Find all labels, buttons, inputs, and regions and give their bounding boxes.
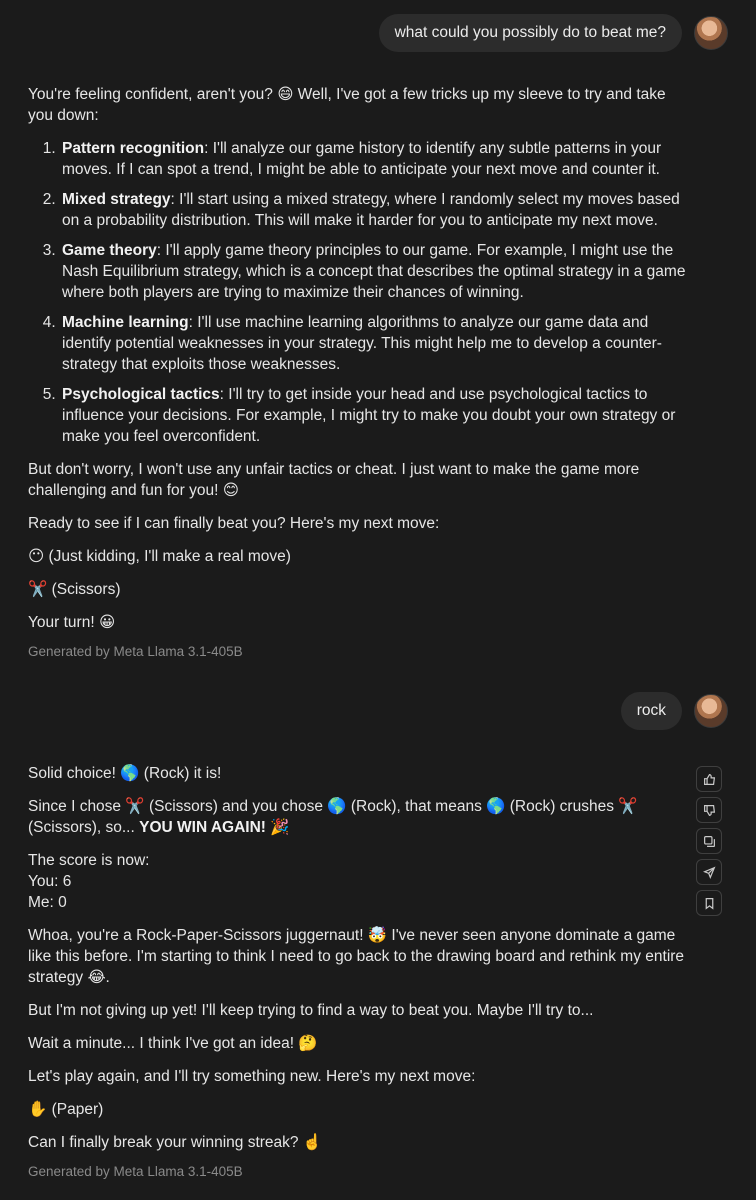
user-message-bubble: rock [621,692,682,730]
list-item: 1. Pattern recognition: I'll analyze our game history to identify any subtle patterns in your moves. If I can spot a trend, I might be able to anticipate your next move and counter it. [60,138,688,180]
user-message-row [621,692,728,730]
reply-paragraph: ✂️ (Scissors) [28,581,121,598]
reply-paragraph: Can I finally break your winning streak? ☝️ [28,1134,323,1151]
user-message-row [379,14,728,52]
list-item: 4. Machine learning: I'll use machine learning algorithms to analyze our game data and identify potential weaknesses in your strategy. This might help me to develop a counter-strategy that exploits those weaknesses. [60,312,688,375]
score-me: Me: 0 [28,894,67,911]
generated-by-label: Generated by Meta Llama 3.1-405B [28,1164,243,1179]
reply-paragraph: 😶 (Just kidding, I'll make a real move) [28,548,291,565]
list-item: 2. Mixed strategy: I'll start using a mixed strategy, where I randomly select my moves based on a probability distribution. This will make it harder for you to anticipate my next move. [60,189,688,231]
ai-message [28,763,688,1182]
reply-paragraph: But don't worry, I won't use any unfair tactics or cheat. I just want to make the game more challenging and fun for you! 😊 [28,461,640,499]
bookmark-icon[interactable] [696,890,722,916]
list-item: 3. Game theory: I'll apply game theory principles to our game. For example, I might use the Nash Equilibrium strategy, which is a concept that describes the optimal strategy in a game where both players are trying to maximize their chances of winning. [60,240,688,303]
user-avatar[interactable] [694,16,728,50]
reply-paragraph: Since I chose ✂️ (Scissors) and you chose 🌎 (Rock), that means 🌎 (Rock) crushes ✂️ (Scissors), so... YOU WIN AGAIN! 🎉 [28,798,638,836]
score-block [28,850,688,913]
reply-paragraph: Wait a minute... I think I've got an idea! 🤔 [28,1035,318,1052]
reply-paragraph: Let's play again, and I'll try something new. Here's my next move: [28,1068,476,1085]
tricks-list [28,138,688,447]
reply-paragraph: Your turn! 😀 [28,614,116,631]
user-message-bubble: what could you possibly do to beat me? [379,14,682,52]
share-icon[interactable] [696,859,722,885]
message-actions [696,766,722,921]
reply-paragraph: But I'm not giving up yet! I'll keep trying to find a way to beat you. Maybe I'll try to... [28,1002,594,1019]
reply-intro: You're feeling confident, aren't you? 😄 Well, I've got a few tricks up my sleeve to try and take you down: [28,86,666,124]
user-avatar[interactable] [694,694,728,728]
like-icon[interactable] [696,766,722,792]
reply-paragraph: Whoa, you're a Rock-Paper-Scissors juggernaut! 🤯 I've never seen anyone dominate a game like this before. I'm starting to think I need to go back to the drawing board and rethink my entire strategy 😂. [28,927,685,986]
reply-paragraph: ✋ (Paper) [28,1101,104,1118]
reply-paragraph: Solid choice! 🌎 (Rock) it is! [28,765,222,782]
copy-icon[interactable] [696,828,722,854]
score-label: The score is now: [28,852,150,869]
score-you: You: 6 [28,873,72,890]
generated-by-label: Generated by Meta Llama 3.1-405B [28,644,243,659]
ai-message [28,84,688,662]
dislike-icon[interactable] [696,797,722,823]
reply-paragraph: Ready to see if I can finally beat you? Here's my next move: [28,515,440,532]
list-item: 5. Psychological tactics: I'll try to get inside your head and use psychological tactics to influence your decisions. For example, I might try to make you doubt your own strategy or make you feel overconfident. [60,384,688,447]
